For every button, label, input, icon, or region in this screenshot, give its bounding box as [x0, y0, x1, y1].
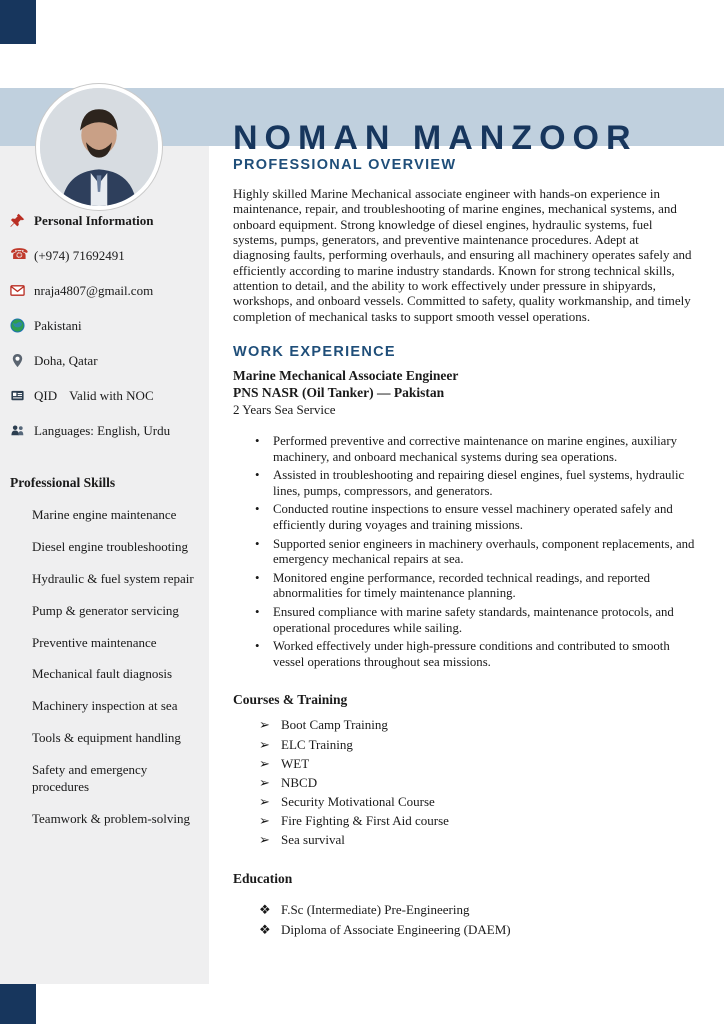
email-icon — [10, 283, 28, 299]
phone-number: (+974) 71692491 — [34, 248, 125, 263]
languages: Languages: English, Urdu — [34, 423, 171, 438]
skill-item: Hydraulic & fuel system repair — [32, 570, 194, 586]
location: Doha, Qatar — [34, 353, 98, 368]
experience-bullet-text: Worked effectively under high-pressure conditions and contributed to smooth vessel operations throughout sea missions. — [273, 639, 670, 669]
job-duration: 2 Years Sea Service — [233, 401, 336, 417]
id-card-icon — [10, 388, 28, 404]
avatar — [36, 84, 162, 210]
education-item — [259, 921, 695, 939]
arrow-marker: ➢ — [259, 717, 270, 733]
course-text: Security Motivational Course — [281, 794, 435, 810]
overview-body: Highly skilled Marine Mechanical associate engineer with hands-on experience in maintenance, repair, and troubleshooting of marine engines, mechanical systems, and onboard equipment. Strong knowledge of diesel engines, hydraulic systems, fuel systems, pumps, generators, and preventive maintenance procedures. Adept at diagnosing faults, performing overhauls, and ensuring all machinery operates safely and efficiently according to marine industry standards. Known for strong technical skills, attention to detail, and the ability to work effectively under pressure in shipyards, workshops, and onboard vessels. Committed to safety, quality workmanship, and timely completion of mechanical tasks to support smooth vessel operations. — [233, 186, 692, 324]
page-title: NOMAN MANZOOR — [233, 118, 638, 157]
contact-row-location — [10, 353, 197, 369]
globe-icon — [10, 318, 28, 334]
skill-item: Preventive maintenance — [32, 634, 157, 650]
course-item — [259, 736, 695, 753]
course-item — [259, 793, 695, 810]
personal-info-heading — [10, 213, 197, 229]
contact-row-phone — [10, 248, 197, 264]
experience-bullet — [255, 434, 695, 465]
course-item — [259, 774, 695, 791]
sidebar — [0, 146, 209, 984]
course-text: Sea survival — [281, 832, 345, 848]
job-title: Marine Mechanical Associate Engineer — [233, 367, 459, 383]
course-text: Boot Camp Training — [281, 717, 388, 733]
arrow-marker: ➢ — [259, 813, 270, 829]
email-address: nraja4807@gmail.com — [34, 283, 154, 298]
contact-row-languages — [10, 423, 197, 439]
course-text: WET — [281, 755, 310, 771]
profile-photo-placeholder — [40, 88, 158, 206]
personal-info-label: Personal Information — [34, 213, 154, 228]
skill-item: Mechanical fault diagnosis — [32, 666, 173, 682]
experience-bullet-text: Performed preventive and corrective maintenance on marine engines, auxiliary machinery, and onboard mechanical systems during sea operations. — [273, 433, 677, 464]
corner-accent-bottom — [0, 984, 36, 1024]
contact-row-nationality — [10, 318, 197, 334]
experience-bullet — [255, 571, 695, 602]
bullet-marker: • — [255, 468, 260, 483]
arrow-marker: ➢ — [259, 736, 270, 752]
skill-item: Tools & equipment handling — [32, 730, 181, 746]
education-heading: Education — [233, 870, 293, 886]
location-pin-icon — [10, 353, 28, 369]
diamond-marker: ❖ — [259, 901, 271, 917]
education-item — [259, 901, 695, 919]
course-text: NBCD — [281, 774, 318, 790]
languages-icon — [10, 423, 28, 439]
contact-row-email — [10, 283, 197, 299]
experience-heading: WORK EXPERIENCE — [233, 343, 396, 360]
skills-list — [10, 507, 197, 828]
experience-bullet-text: Supported senior engineers in machinery overhauls, component replacements, and emergency mechanical repairs at sea. — [273, 536, 695, 567]
main-content — [233, 157, 695, 942]
skill-item: Pump & generator servicing — [32, 602, 179, 618]
bullet-marker: • — [255, 502, 260, 517]
bullet-marker: • — [255, 570, 260, 585]
diamond-marker: ❖ — [259, 922, 271, 938]
skill-item: Teamwork & problem-solving — [32, 810, 190, 826]
education-list — [233, 901, 695, 939]
course-item — [259, 755, 695, 772]
course-item — [259, 812, 695, 829]
skill-item: Diesel engine troubleshooting — [32, 538, 188, 554]
experience-bullet — [255, 537, 695, 568]
qid-row-text — [34, 388, 154, 404]
experience-bullet-text: Ensured compliance with marine safety standards, maintenance protocols, and operational procedures while sailing. — [273, 605, 674, 635]
overview-heading: PROFESSIONAL OVERVIEW — [233, 157, 457, 173]
bullet-marker: • — [255, 536, 260, 551]
education-text: F.Sc (Intermediate) Pre-Engineering — [281, 901, 470, 917]
qid-value: Valid with NOC — [69, 388, 154, 403]
arrow-marker: ➢ — [259, 832, 270, 848]
experience-bullet — [255, 502, 695, 533]
course-text: ELC Training — [281, 736, 353, 752]
courses-list — [233, 716, 695, 848]
bullet-marker: • — [255, 605, 260, 620]
nationality: Pakistani — [34, 318, 82, 333]
pushpin-icon — [10, 213, 28, 229]
experience-bullet-text: Conducted routine inspections to ensure vessel machinery operated safely and efficiently during voyages and training missions. — [273, 502, 673, 532]
contact-row-qid — [10, 388, 197, 404]
experience-bullet — [255, 468, 695, 499]
experience-bullet — [255, 639, 695, 670]
experience-bullet — [255, 605, 695, 636]
qid-label: QID — [34, 388, 58, 403]
course-item — [259, 716, 695, 733]
arrow-marker: ➢ — [259, 774, 270, 790]
bullet-marker: • — [255, 639, 260, 654]
experience-bullet-text: Monitored engine performance, recorded technical readings, and reported abnormalities for timely maintenance planning. — [273, 570, 650, 601]
course-text: Fire Fighting & First Aid course — [281, 813, 449, 829]
skill-item: Machinery inspection at sea — [32, 698, 178, 714]
arrow-marker: ➢ — [259, 794, 270, 810]
skill-item: Marine engine maintenance — [32, 507, 177, 522]
course-item — [259, 831, 695, 848]
skills-heading: Professional Skills — [10, 475, 116, 490]
experience-bullet-list — [233, 434, 695, 671]
experience-bullet-text: Assisted in troubleshooting and repairing diesel engines, fuel systems, hydraulic lines, pumps, compressors, and generators. — [273, 468, 685, 498]
bullet-marker: • — [255, 433, 260, 448]
job-company: PNS NASR (Oil Tanker) — Pakistan — [233, 384, 445, 400]
corner-accent-top — [0, 0, 36, 44]
arrow-marker: ➢ — [259, 755, 270, 771]
skill-item: Safety and emergency procedures — [32, 762, 148, 795]
courses-heading: Courses & Training — [233, 692, 348, 708]
education-text: Diploma of Associate Engineering (DAEM) — [281, 922, 511, 938]
phone-icon: ☎ — [10, 247, 29, 263]
